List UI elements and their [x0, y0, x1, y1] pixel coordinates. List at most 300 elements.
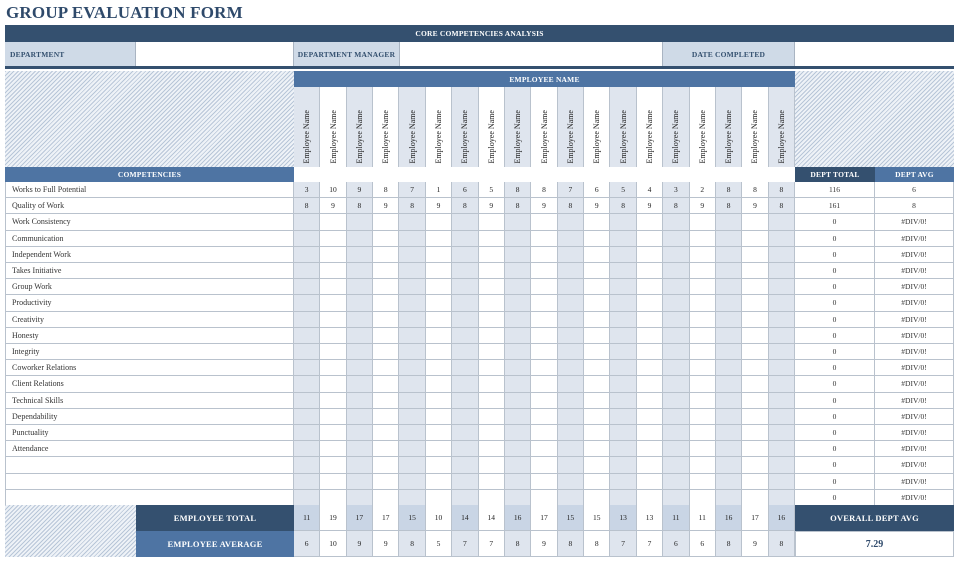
- score-cell[interactable]: [373, 312, 399, 328]
- score-cell[interactable]: [742, 263, 768, 279]
- score-cell[interactable]: [452, 231, 478, 247]
- score-cell[interactable]: 2: [690, 182, 716, 198]
- score-cell[interactable]: 9: [426, 198, 452, 214]
- score-cell[interactable]: [399, 457, 425, 473]
- score-cell[interactable]: 8: [769, 198, 795, 214]
- score-cell[interactable]: [716, 490, 742, 506]
- competency-label[interactable]: [5, 474, 294, 490]
- score-cell[interactable]: [716, 376, 742, 392]
- score-cell[interactable]: [505, 360, 531, 376]
- score-cell[interactable]: [399, 328, 425, 344]
- score-cell[interactable]: [663, 409, 689, 425]
- employee-name-header-cell[interactable]: [769, 87, 795, 167]
- score-cell[interactable]: [426, 295, 452, 311]
- score-cell[interactable]: [769, 328, 795, 344]
- score-cell[interactable]: [716, 344, 742, 360]
- score-cell[interactable]: [426, 457, 452, 473]
- score-cell[interactable]: 9: [320, 198, 346, 214]
- score-cell[interactable]: [320, 328, 346, 344]
- score-cell[interactable]: [610, 279, 636, 295]
- score-cell[interactable]: [742, 393, 768, 409]
- score-cell[interactable]: [690, 409, 716, 425]
- score-cell[interactable]: [320, 360, 346, 376]
- score-cell[interactable]: [479, 393, 505, 409]
- score-cell[interactable]: [320, 295, 346, 311]
- score-cell[interactable]: [716, 231, 742, 247]
- score-cell[interactable]: [320, 231, 346, 247]
- score-cell[interactable]: [716, 474, 742, 490]
- score-cell[interactable]: [373, 295, 399, 311]
- score-cell[interactable]: [505, 441, 531, 457]
- score-cell[interactable]: 9: [742, 198, 768, 214]
- score-cell[interactable]: [610, 393, 636, 409]
- score-cell[interactable]: [584, 279, 610, 295]
- score-cell[interactable]: [347, 441, 373, 457]
- score-cell[interactable]: [399, 376, 425, 392]
- score-cell[interactable]: 8: [716, 198, 742, 214]
- score-cell[interactable]: [320, 344, 346, 360]
- score-cell[interactable]: [637, 247, 663, 263]
- score-cell[interactable]: [663, 457, 689, 473]
- score-cell[interactable]: [610, 214, 636, 230]
- score-cell[interactable]: [505, 393, 531, 409]
- score-cell[interactable]: [505, 474, 531, 490]
- score-cell[interactable]: [426, 263, 452, 279]
- employee-name-header-cell[interactable]: [663, 87, 689, 167]
- score-cell[interactable]: [373, 279, 399, 295]
- score-cell[interactable]: [610, 344, 636, 360]
- score-cell[interactable]: [558, 393, 584, 409]
- score-cell[interactable]: [399, 295, 425, 311]
- score-cell[interactable]: [479, 279, 505, 295]
- score-cell[interactable]: [399, 231, 425, 247]
- score-cell[interactable]: [347, 360, 373, 376]
- score-cell[interactable]: [558, 263, 584, 279]
- score-cell[interactable]: [558, 474, 584, 490]
- score-cell[interactable]: [663, 231, 689, 247]
- score-cell[interactable]: [690, 425, 716, 441]
- score-cell[interactable]: [479, 231, 505, 247]
- employee-name-header-cell[interactable]: [505, 87, 531, 167]
- score-cell[interactable]: [294, 441, 320, 457]
- score-cell[interactable]: [637, 344, 663, 360]
- score-cell[interactable]: [637, 328, 663, 344]
- score-cell[interactable]: [716, 214, 742, 230]
- score-cell[interactable]: [452, 376, 478, 392]
- score-cell[interactable]: [584, 214, 610, 230]
- score-cell[interactable]: [558, 376, 584, 392]
- score-cell[interactable]: 9: [531, 198, 557, 214]
- score-cell[interactable]: [742, 441, 768, 457]
- score-cell[interactable]: [505, 247, 531, 263]
- score-cell[interactable]: [663, 344, 689, 360]
- score-cell[interactable]: [531, 441, 557, 457]
- score-cell[interactable]: [320, 247, 346, 263]
- score-cell[interactable]: [690, 474, 716, 490]
- score-cell[interactable]: [373, 376, 399, 392]
- score-cell[interactable]: [742, 457, 768, 473]
- score-cell[interactable]: [399, 425, 425, 441]
- score-cell[interactable]: [610, 295, 636, 311]
- department-field[interactable]: [136, 42, 294, 66]
- score-cell[interactable]: [505, 295, 531, 311]
- score-cell[interactable]: [399, 409, 425, 425]
- score-cell[interactable]: [769, 231, 795, 247]
- score-cell[interactable]: [479, 360, 505, 376]
- score-cell[interactable]: [663, 214, 689, 230]
- score-cell[interactable]: [531, 490, 557, 506]
- score-cell[interactable]: [558, 344, 584, 360]
- score-cell[interactable]: [294, 279, 320, 295]
- score-cell[interactable]: [294, 360, 320, 376]
- score-cell[interactable]: 8: [505, 182, 531, 198]
- score-cell[interactable]: [347, 247, 373, 263]
- score-cell[interactable]: [347, 214, 373, 230]
- employee-name-header-cell[interactable]: [716, 87, 742, 167]
- score-cell[interactable]: [690, 441, 716, 457]
- score-cell[interactable]: [452, 457, 478, 473]
- score-cell[interactable]: [505, 263, 531, 279]
- score-cell[interactable]: [531, 214, 557, 230]
- score-cell[interactable]: [320, 409, 346, 425]
- score-cell[interactable]: [584, 474, 610, 490]
- score-cell[interactable]: [294, 312, 320, 328]
- score-cell[interactable]: [452, 344, 478, 360]
- score-cell[interactable]: [294, 409, 320, 425]
- score-cell[interactable]: [584, 263, 610, 279]
- score-cell[interactable]: [742, 214, 768, 230]
- score-cell[interactable]: [479, 425, 505, 441]
- score-cell[interactable]: [531, 312, 557, 328]
- score-cell[interactable]: [373, 247, 399, 263]
- score-cell[interactable]: 9: [584, 198, 610, 214]
- employee-name-header-cell[interactable]: [452, 87, 478, 167]
- department-manager-field[interactable]: [400, 42, 663, 66]
- score-cell[interactable]: [742, 344, 768, 360]
- employee-name-header-cell[interactable]: [690, 87, 716, 167]
- score-cell[interactable]: [531, 295, 557, 311]
- score-cell[interactable]: [637, 312, 663, 328]
- score-cell[interactable]: [637, 490, 663, 506]
- score-cell[interactable]: [610, 376, 636, 392]
- score-cell[interactable]: [584, 409, 610, 425]
- score-cell[interactable]: [558, 425, 584, 441]
- score-cell[interactable]: [479, 247, 505, 263]
- score-cell[interactable]: [716, 409, 742, 425]
- score-cell[interactable]: [716, 312, 742, 328]
- score-cell[interactable]: [452, 295, 478, 311]
- competency-label[interactable]: Work Consistency: [5, 214, 294, 230]
- competency-label[interactable]: Integrity: [5, 344, 294, 360]
- score-cell[interactable]: [426, 344, 452, 360]
- score-cell[interactable]: [373, 474, 399, 490]
- score-cell[interactable]: [637, 474, 663, 490]
- date-completed-field[interactable]: [795, 42, 954, 66]
- score-cell[interactable]: [505, 231, 531, 247]
- score-cell[interactable]: 3: [663, 182, 689, 198]
- score-cell[interactable]: [373, 441, 399, 457]
- employee-name-header-cell[interactable]: [399, 87, 425, 167]
- score-cell[interactable]: [610, 263, 636, 279]
- score-cell[interactable]: [320, 312, 346, 328]
- score-cell[interactable]: [663, 263, 689, 279]
- competency-label[interactable]: Quality of Work: [5, 198, 294, 214]
- competency-label[interactable]: Independent Work: [5, 247, 294, 263]
- score-cell[interactable]: [610, 328, 636, 344]
- score-cell[interactable]: [426, 231, 452, 247]
- score-cell[interactable]: [663, 490, 689, 506]
- score-cell[interactable]: [663, 312, 689, 328]
- score-cell[interactable]: [663, 441, 689, 457]
- score-cell[interactable]: [294, 393, 320, 409]
- competency-label[interactable]: Communication: [5, 231, 294, 247]
- score-cell[interactable]: 3: [294, 182, 320, 198]
- score-cell[interactable]: [531, 393, 557, 409]
- score-cell[interactable]: [690, 231, 716, 247]
- score-cell[interactable]: [558, 441, 584, 457]
- score-cell[interactable]: [347, 409, 373, 425]
- score-cell[interactable]: [373, 344, 399, 360]
- score-cell[interactable]: [373, 231, 399, 247]
- score-cell[interactable]: [452, 360, 478, 376]
- employee-name-header-cell[interactable]: [347, 87, 373, 167]
- employee-name-header-cell[interactable]: [558, 87, 584, 167]
- score-cell[interactable]: [690, 247, 716, 263]
- score-cell[interactable]: [663, 247, 689, 263]
- score-cell[interactable]: [347, 457, 373, 473]
- score-cell[interactable]: [663, 393, 689, 409]
- score-cell[interactable]: [558, 360, 584, 376]
- score-cell[interactable]: [769, 344, 795, 360]
- score-cell[interactable]: [426, 214, 452, 230]
- score-cell[interactable]: [584, 360, 610, 376]
- score-cell[interactable]: 8: [452, 198, 478, 214]
- score-cell[interactable]: [742, 295, 768, 311]
- score-cell[interactable]: [558, 295, 584, 311]
- score-cell[interactable]: [531, 263, 557, 279]
- score-cell[interactable]: [637, 409, 663, 425]
- score-cell[interactable]: [769, 376, 795, 392]
- score-cell[interactable]: [452, 474, 478, 490]
- competency-label[interactable]: Coworker Relations: [5, 360, 294, 376]
- score-cell[interactable]: [690, 376, 716, 392]
- competency-label[interactable]: [5, 490, 294, 506]
- score-cell[interactable]: [531, 457, 557, 473]
- score-cell[interactable]: [373, 393, 399, 409]
- score-cell[interactable]: [320, 214, 346, 230]
- score-cell[interactable]: [426, 279, 452, 295]
- score-cell[interactable]: [479, 328, 505, 344]
- score-cell[interactable]: [663, 279, 689, 295]
- score-cell[interactable]: [716, 457, 742, 473]
- score-cell[interactable]: [637, 263, 663, 279]
- score-cell[interactable]: [347, 490, 373, 506]
- score-cell[interactable]: [479, 312, 505, 328]
- score-cell[interactable]: [531, 376, 557, 392]
- score-cell[interactable]: 9: [690, 198, 716, 214]
- score-cell[interactable]: [399, 263, 425, 279]
- score-cell[interactable]: [294, 247, 320, 263]
- score-cell[interactable]: [690, 360, 716, 376]
- score-cell[interactable]: [610, 457, 636, 473]
- score-cell[interactable]: 9: [373, 198, 399, 214]
- score-cell[interactable]: [558, 490, 584, 506]
- score-cell[interactable]: [452, 214, 478, 230]
- score-cell[interactable]: [663, 328, 689, 344]
- score-cell[interactable]: [505, 457, 531, 473]
- competency-label[interactable]: Client Relations: [5, 376, 294, 392]
- score-cell[interactable]: 4: [637, 182, 663, 198]
- score-cell[interactable]: 8: [373, 182, 399, 198]
- score-cell[interactable]: [479, 263, 505, 279]
- score-cell[interactable]: [531, 474, 557, 490]
- score-cell[interactable]: [716, 425, 742, 441]
- score-cell[interactable]: [347, 393, 373, 409]
- score-cell[interactable]: [531, 279, 557, 295]
- employee-name-header-cell[interactable]: [373, 87, 399, 167]
- score-cell[interactable]: 8: [347, 198, 373, 214]
- score-cell[interactable]: [584, 312, 610, 328]
- score-cell[interactable]: [742, 425, 768, 441]
- score-cell[interactable]: [479, 441, 505, 457]
- score-cell[interactable]: [347, 474, 373, 490]
- score-cell[interactable]: [505, 490, 531, 506]
- score-cell[interactable]: [320, 263, 346, 279]
- employee-name-header-cell[interactable]: [426, 87, 452, 167]
- score-cell[interactable]: [769, 295, 795, 311]
- score-cell[interactable]: 1: [426, 182, 452, 198]
- score-cell[interactable]: [742, 279, 768, 295]
- score-cell[interactable]: [716, 279, 742, 295]
- score-cell[interactable]: [637, 441, 663, 457]
- score-cell[interactable]: [373, 328, 399, 344]
- score-cell[interactable]: [637, 360, 663, 376]
- score-cell[interactable]: [426, 474, 452, 490]
- score-cell[interactable]: [452, 393, 478, 409]
- score-cell[interactable]: [426, 247, 452, 263]
- score-cell[interactable]: 8: [742, 182, 768, 198]
- score-cell[interactable]: 8: [769, 182, 795, 198]
- score-cell[interactable]: [373, 490, 399, 506]
- score-cell[interactable]: [610, 425, 636, 441]
- score-cell[interactable]: [320, 279, 346, 295]
- score-cell[interactable]: 8: [663, 198, 689, 214]
- score-cell[interactable]: [584, 393, 610, 409]
- score-cell[interactable]: [769, 474, 795, 490]
- score-cell[interactable]: [690, 490, 716, 506]
- score-cell[interactable]: [426, 328, 452, 344]
- score-cell[interactable]: [584, 490, 610, 506]
- score-cell[interactable]: 6: [584, 182, 610, 198]
- score-cell[interactable]: [347, 231, 373, 247]
- score-cell[interactable]: [558, 247, 584, 263]
- score-cell[interactable]: [294, 474, 320, 490]
- score-cell[interactable]: [769, 490, 795, 506]
- score-cell[interactable]: [426, 409, 452, 425]
- score-cell[interactable]: [531, 328, 557, 344]
- score-cell[interactable]: [347, 279, 373, 295]
- score-cell[interactable]: [690, 279, 716, 295]
- score-cell[interactable]: [320, 441, 346, 457]
- score-cell[interactable]: [663, 360, 689, 376]
- score-cell[interactable]: [479, 457, 505, 473]
- score-cell[interactable]: [769, 312, 795, 328]
- score-cell[interactable]: 7: [399, 182, 425, 198]
- score-cell[interactable]: 5: [610, 182, 636, 198]
- score-cell[interactable]: [294, 214, 320, 230]
- score-cell[interactable]: [610, 474, 636, 490]
- score-cell[interactable]: [663, 376, 689, 392]
- score-cell[interactable]: [347, 425, 373, 441]
- score-cell[interactable]: [479, 490, 505, 506]
- score-cell[interactable]: [531, 360, 557, 376]
- score-cell[interactable]: 8: [294, 198, 320, 214]
- competency-label[interactable]: [5, 457, 294, 473]
- competency-label[interactable]: Productivity: [5, 295, 294, 311]
- competency-label[interactable]: Group Work: [5, 279, 294, 295]
- score-cell[interactable]: [505, 344, 531, 360]
- score-cell[interactable]: [716, 263, 742, 279]
- score-cell[interactable]: [584, 295, 610, 311]
- score-cell[interactable]: 8: [505, 198, 531, 214]
- score-cell[interactable]: [690, 312, 716, 328]
- score-cell[interactable]: [584, 344, 610, 360]
- score-cell[interactable]: [584, 425, 610, 441]
- score-cell[interactable]: [584, 231, 610, 247]
- score-cell[interactable]: [373, 214, 399, 230]
- score-cell[interactable]: [690, 344, 716, 360]
- score-cell[interactable]: [479, 474, 505, 490]
- score-cell[interactable]: 8: [558, 198, 584, 214]
- competency-label[interactable]: Takes Initiative: [5, 263, 294, 279]
- score-cell[interactable]: [769, 393, 795, 409]
- score-cell[interactable]: [452, 247, 478, 263]
- score-cell[interactable]: [426, 376, 452, 392]
- score-cell[interactable]: [531, 425, 557, 441]
- score-cell[interactable]: [479, 214, 505, 230]
- score-cell[interactable]: [505, 425, 531, 441]
- score-cell[interactable]: [373, 409, 399, 425]
- score-cell[interactable]: 9: [347, 182, 373, 198]
- score-cell[interactable]: [769, 279, 795, 295]
- score-cell[interactable]: 9: [637, 198, 663, 214]
- score-cell[interactable]: [769, 263, 795, 279]
- score-cell[interactable]: [399, 344, 425, 360]
- score-cell[interactable]: [347, 295, 373, 311]
- score-cell[interactable]: [742, 360, 768, 376]
- score-cell[interactable]: [690, 457, 716, 473]
- score-cell[interactable]: [690, 328, 716, 344]
- score-cell[interactable]: [558, 214, 584, 230]
- score-cell[interactable]: 8: [610, 198, 636, 214]
- score-cell[interactable]: [769, 214, 795, 230]
- score-cell[interactable]: [610, 490, 636, 506]
- score-cell[interactable]: [452, 490, 478, 506]
- score-cell[interactable]: 8: [716, 182, 742, 198]
- score-cell[interactable]: [690, 263, 716, 279]
- score-cell[interactable]: [716, 247, 742, 263]
- employee-name-header-cell[interactable]: [742, 87, 768, 167]
- score-cell[interactable]: [294, 376, 320, 392]
- score-cell[interactable]: [505, 279, 531, 295]
- score-cell[interactable]: [294, 457, 320, 473]
- score-cell[interactable]: [584, 247, 610, 263]
- score-cell[interactable]: [742, 474, 768, 490]
- employee-name-header-cell[interactable]: [294, 87, 320, 167]
- score-cell[interactable]: [452, 279, 478, 295]
- score-cell[interactable]: [373, 425, 399, 441]
- score-cell[interactable]: [373, 360, 399, 376]
